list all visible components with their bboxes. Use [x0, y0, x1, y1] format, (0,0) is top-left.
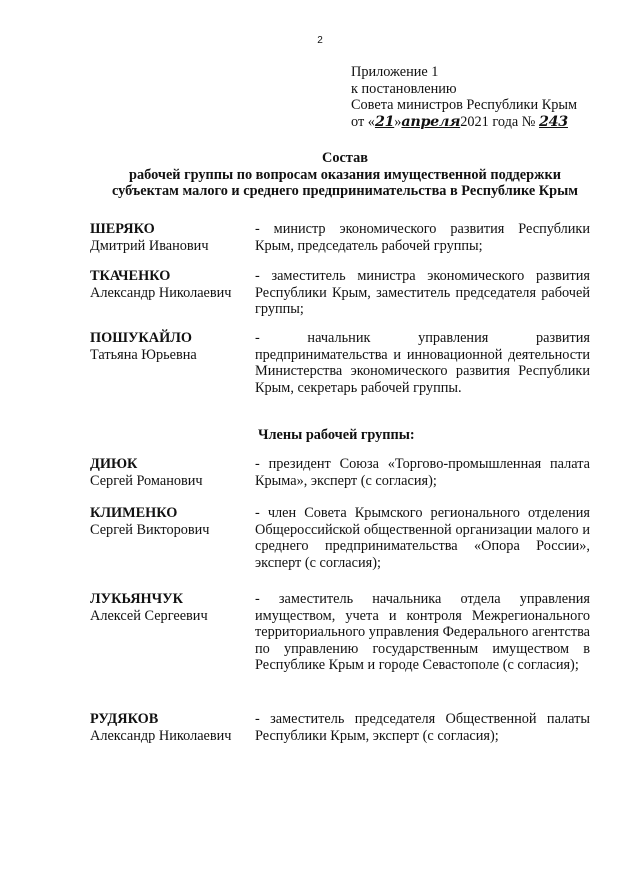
member-given-name: Алексей Сергеевич — [90, 608, 208, 624]
appendix-date-line — [351, 114, 611, 131]
appendix-line-3: Совета министров Республики Крым — [351, 97, 578, 113]
title-line-2: рабочей группы по вопросам оказания имущественной поддержки — [129, 166, 561, 183]
member-name — [90, 505, 255, 539]
member-surname: РУДЯКОВ — [90, 711, 159, 727]
member-surname: ПОШУКАЙЛО — [90, 330, 193, 346]
member-role: - начальник управления развития предпринимательства и инновационной деятельности Министерства экономического развития Республики Крым, секретарь рабочей группы. — [255, 330, 590, 396]
member-given-name: Александр Николаевич — [90, 285, 232, 301]
members-heading: Члены рабочей группы: — [258, 427, 415, 443]
member-name — [90, 330, 255, 364]
member-given-name: Сергей Романович — [90, 473, 203, 489]
member-name — [90, 591, 255, 625]
appendix-header — [351, 64, 611, 130]
date-year: 2021 года № — [460, 113, 536, 130]
handwritten-number: 243 — [539, 113, 568, 130]
member-role: - заместитель председателя Общественной палаты Республики Крым, эксперт (с согласия); — [255, 711, 590, 744]
member-role: - член Совета Крымского регионального отделения Общероссийской общественной организации малого и среднего предпринимательства «Опора России», эксперт (с согласия); — [255, 505, 590, 571]
member-given-name: Дмитрий Иванович — [90, 238, 209, 254]
member-surname: КЛИМЕНКО — [90, 505, 178, 521]
member-surname: ДИЮК — [90, 456, 138, 472]
member-given-name: Татьяна Юрьевна — [90, 347, 197, 363]
document-title — [90, 150, 600, 200]
member-given-name: Сергей Викторович — [90, 522, 210, 538]
member-name — [90, 268, 255, 302]
member-surname: ЛУКЬЯНЧУК — [90, 591, 183, 607]
member-role: - заместитель начальника отдела управления имуществом, учета и контроля Межрегионального территориального управления Федерального агентства по управлению государственным имуществом в Республике Крым и городе Севастополе (с согласия); — [255, 591, 590, 673]
title-line-3: субъектам малого и среднего предпринимательства в Республике Крым — [111, 183, 578, 199]
appendix-line-2: к постановлению — [351, 80, 457, 97]
member-name — [90, 221, 255, 255]
member-role: - министр экономического развития Республики Крым, председатель рабочей группы; — [255, 221, 590, 254]
member-given-name: Александр Николаевич — [90, 728, 232, 744]
appendix-line-1: Приложение 1 — [351, 64, 439, 80]
handwritten-day: 21 — [374, 113, 395, 130]
member-surname: ШЕРЯКО — [90, 221, 155, 237]
member-role: - президент Союза «Торгово-промышленная палата Крыма», эксперт (с согласия); — [255, 456, 590, 489]
member-role: - заместитель министра экономического развития Республики Крым, заместитель председателя рабочей группы; — [255, 268, 590, 317]
date-separator: » — [394, 113, 402, 130]
date-prefix: от « — [351, 113, 375, 130]
handwritten-month: апреля — [401, 113, 461, 130]
member-name — [90, 711, 255, 745]
page-number: 2 — [317, 35, 323, 46]
member-name — [90, 456, 255, 490]
title-line-1: Состав — [322, 150, 368, 166]
member-surname: ТКАЧЕНКО — [90, 268, 171, 284]
